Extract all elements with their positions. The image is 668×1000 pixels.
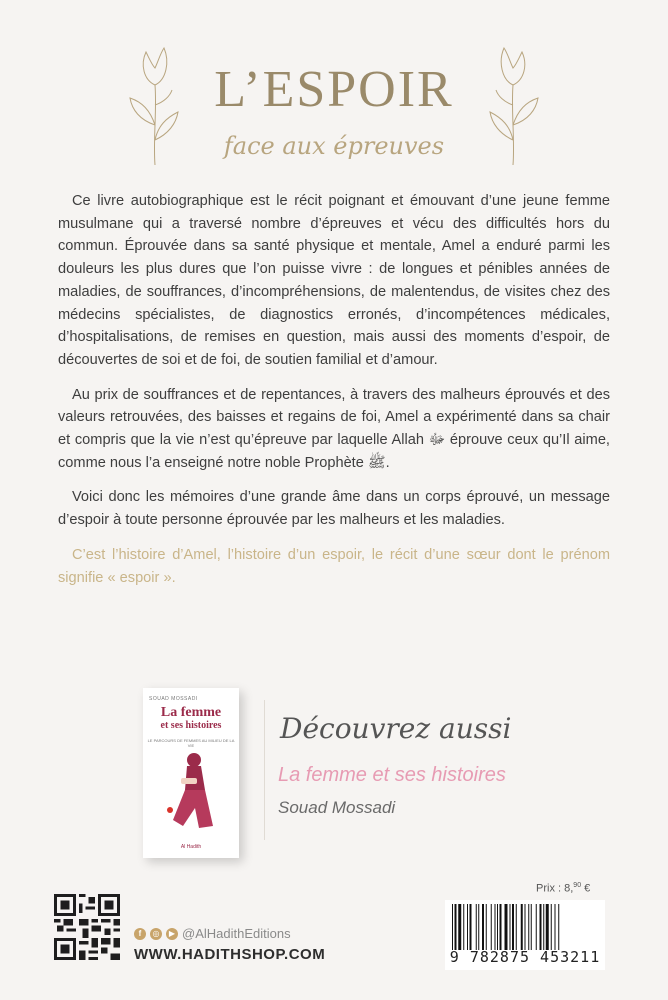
barcode-bar [497,904,498,950]
instagram-icon[interactable]: ◎ [150,928,162,940]
price-cents: 90 [573,882,582,889]
barcode-bar [516,904,517,950]
barcode-bar [486,904,487,950]
qr-code-icon [54,894,120,960]
isbn-number: 9 782875 453211 [449,948,601,966]
discover-heading: Découvrez aussi [280,712,512,745]
barcode-bar [531,904,532,950]
barcode-bar [558,904,559,950]
barcode-bar [467,904,468,950]
recommended-author: Souad Mossadi [278,798,396,817]
barcode-bar [505,904,508,950]
isbn-barcode [445,900,605,970]
barcode-bar [455,904,457,950]
barcode-bar [555,904,556,950]
cover-title-line-2: et ses histoires [160,720,222,731]
barcode-bar [546,904,549,950]
synopsis-paragraph-2: Au prix de souffrances et de repentances, à travers des malheurs éprouvés et des valeurs retrouvées, des baisses et regains de foi, Amel a expérimenté dans sa chair et compris que la vie n’est qu’épreuve par laquelle Allah ﷻ éprouve ceux qu’Il aime, comme nous l’a enseigné notre noble Prophète ﷺ. [58,386,610,471]
barcode-bar [536,904,537,950]
facebook-icon[interactable]: f [134,928,146,940]
cover-author: SOUAD MOSSADI [149,696,198,702]
book-title: L’ESPOIR [214,61,454,118]
barcode-bar [482,904,484,950]
cover-publisher: Al Hadith [180,844,202,850]
book-subtitle: face aux épreuves [223,132,445,160]
barcode-bar [510,904,511,950]
synopsis-closing-line: C’est l’histoire d’Amel, l’histoire d’un espoir, le récit d’une sœur dont le prénom signifie « espoir ». [58,546,610,586]
barcode-bar [512,904,514,950]
barcode-icon [450,904,600,950]
barcode-bar [452,904,453,950]
barcode-bar [470,904,472,950]
barcode-bar [543,904,544,950]
synopsis [58,190,610,601]
divider [264,700,265,840]
barcode-bar [528,904,529,950]
cover-title [143,706,239,732]
barcode-bar [478,904,479,950]
social-handle[interactable]: @AlHadithEditions [182,926,291,941]
barcode-bar [521,904,523,950]
barcode-bar [491,904,492,950]
website-link[interactable]: WWW.HADITHSHOP.COM [134,946,326,963]
synopsis-paragraph-1: Ce livre autobiographique est le récit poignant et émouvant d’une jeune femme musulmane qui a traversé nombre d’épreuves et vécu des difficultés hors du commun. Éprouvée dans sa santé physique et mentale, Amel a enduré parmi les douleurs les plus dures que l’on puisse vivre : de longues et pénibles années de maladies, de souffrances, d’incompréhensions, de malentendus, de visites chez des médecins spécialistes, de diagnostics erronés, d’incompétences médicales, d’hospitalisations, de remises en question, mais aussi des moments d’espoir, de découvertes de soi et de foi, de soutien familial et d’amour. [58,193,610,368]
barcode-bar [551,904,552,950]
recommended-title: La femme et ses histoires [278,764,506,786]
youtube-icon[interactable]: ▶ [166,928,178,940]
social-handles [134,926,291,941]
barcode-bar [500,904,502,950]
price-label: Prix : 8, [536,882,574,895]
cover-subtitle: LE PARCOURS DE FEMMES AU MILIEU DE LA VIE [147,738,235,748]
barcode-bar [476,904,477,950]
barcode-bar [463,904,464,950]
cover-title-line-1: La femme [160,705,222,720]
recommended-book-cover [143,688,239,858]
barcode-bar [525,904,526,950]
price-currency: € [581,882,591,895]
synopsis-paragraph-3: Voici donc les mémoires d’une grande âme dans un corps éprouvé, un message d’espoir à toute personne éprouvée par les malheurs et les maladies. [58,489,610,529]
barcode-bar [540,904,542,950]
barcode-bar [458,904,461,950]
woman-figure-icon [161,748,221,838]
price [536,882,590,895]
barcode-bar [495,904,496,950]
